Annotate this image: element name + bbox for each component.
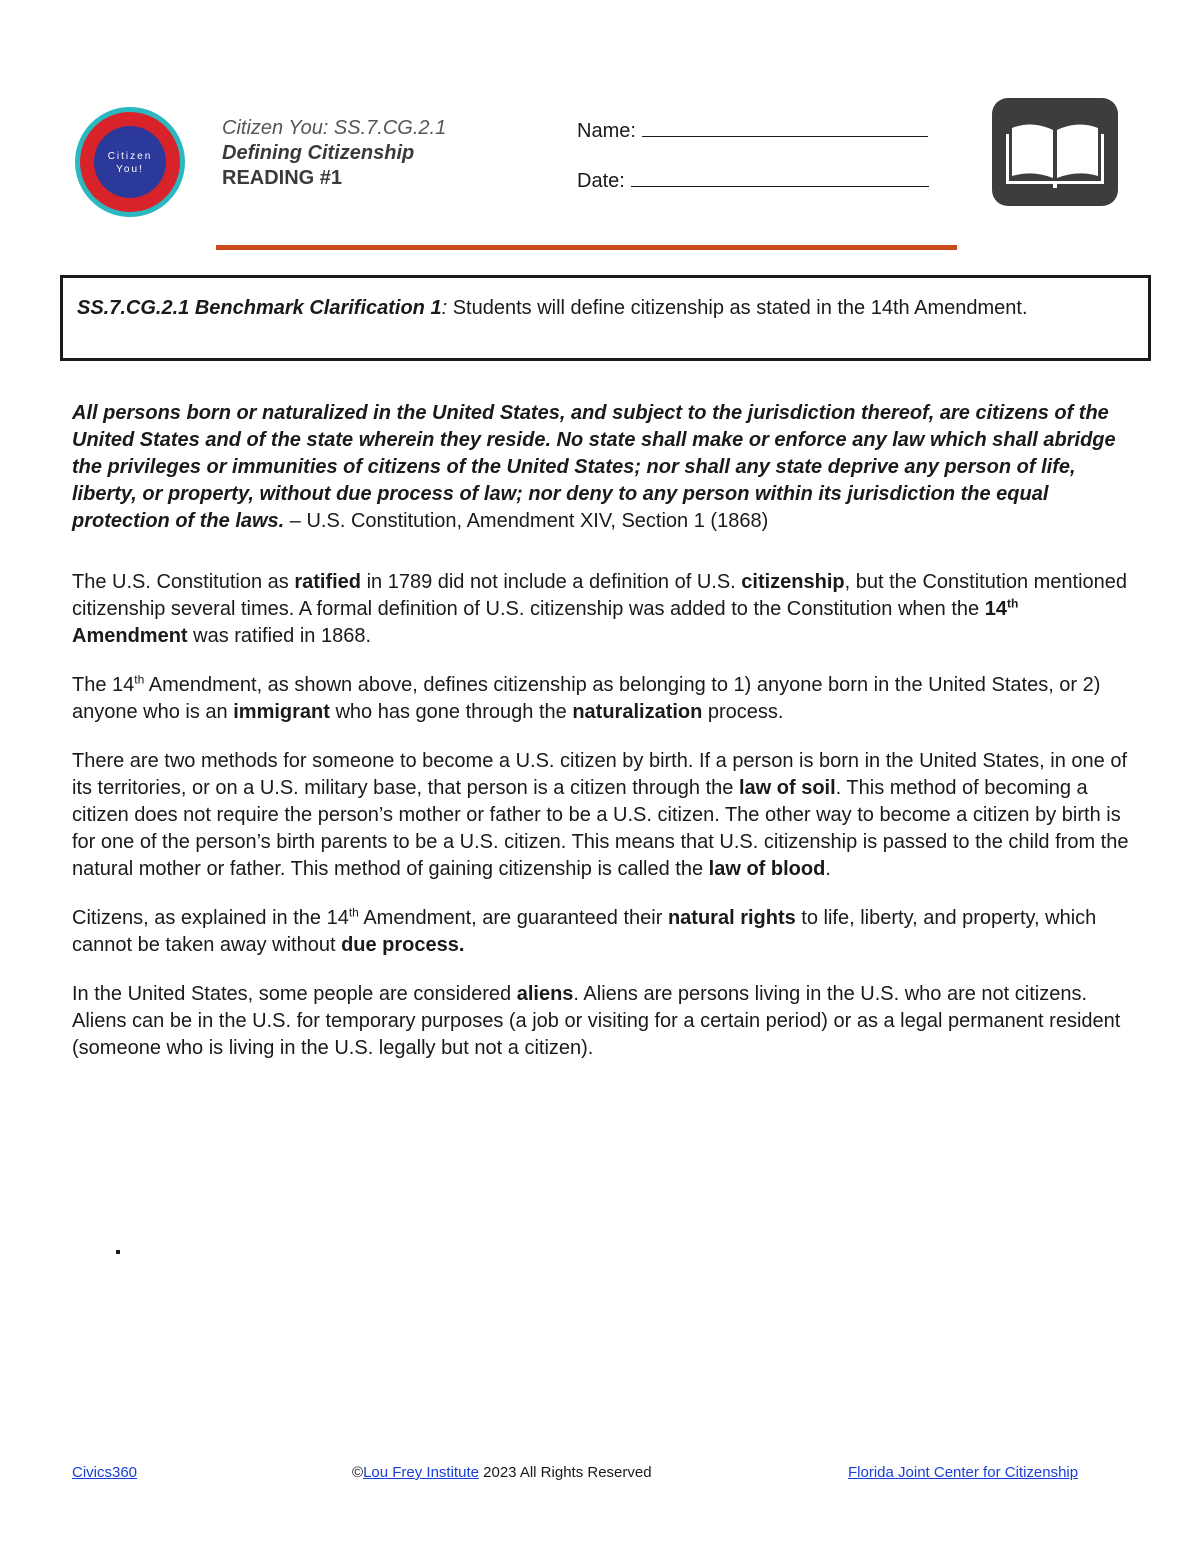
citizen-you-logo	[74, 106, 186, 218]
lesson-title: Defining Citizenship	[222, 142, 415, 164]
benchmark-label: SS.7.CG.2.1 Benchmark Clarification 1	[77, 297, 442, 319]
svg-text:You!: You!	[116, 164, 144, 175]
quote-source: – U.S. Constitution, Amendment XIV, Section 1 (1868)	[284, 510, 769, 532]
date-field[interactable]	[577, 170, 929, 193]
date-label: Date:	[577, 170, 625, 192]
benchmark-box	[60, 275, 1151, 361]
footer-right	[848, 1464, 1078, 1481]
header-divider	[216, 245, 957, 250]
benchmark-text: SS.7.CG.2.1 Benchmark Clarification 1: Students will define citizenship as stated in the 14th Amendment.	[77, 297, 1028, 319]
stray-dot	[116, 1250, 120, 1254]
paragraph-ratified: The U.S. Constitution as ratified in 1789 did not include a definition of U.S. citizenship, but the Constitution mentioned citizenship several times. A formal definition of U.S. citizenship was added to the Constitution when the 14th Amendment was ratified in 1868.	[72, 571, 1128, 647]
paragraph-aliens: In the United States, some people are considered aliens. Aliens are persons living in the U.S. who are not citizens. Aliens can be in the U.S. for temporary purposes (a job or visiting for a certain period) or as a legal permanent resident (someone who is living in the U.S. legally but not a citizen).	[72, 983, 1121, 1059]
reading-body	[72, 400, 1132, 1084]
reading-label: READING #1	[222, 167, 343, 189]
paragraph-14th-amendment: The 14th Amendment, as shown above, defines citizenship as belonging to 1) anyone born in the United States, or 2) anyone who is an immigrant who has gone through the naturalization process.	[72, 672, 1101, 723]
header-titles	[222, 116, 446, 191]
open-book-icon	[990, 98, 1120, 208]
course-code: Citizen You: SS.7.CG.2.1	[222, 117, 447, 139]
name-field[interactable]	[577, 120, 928, 143]
paragraph-natural-rights: Citizens, as explained in the 14th Amendment, are guaranteed their natural rights to life, liberty, and property, which cannot be taken away without due process.	[72, 905, 1097, 956]
fjcc-link[interactable]: Florida Joint Center for Citizenship	[848, 1464, 1079, 1481]
name-blank-line[interactable]	[642, 120, 928, 137]
date-blank-line[interactable]	[631, 170, 929, 187]
civics360-link[interactable]: Civics360	[72, 1464, 138, 1481]
paragraph-citizen-by-birth: There are two methods for someone to become a U.S. citizen by birth. If a person is born in the United States, in one of its territories, or on a U.S. military base, that person is a citizen through the law of soil. This method of becoming a citizen does not require the person’s mother or father to be a U.S. citizen. The other way to become a citizen by birth is for one of the person’s birth parents to be a U.S. citizen. This means that U.S. citizenship is passed to the child from the natural mother or father. This method of gaining citizenship is called the law of blood.	[72, 750, 1129, 880]
footer-center: ©Lou Frey Institute 2023 All Rights Reserved	[352, 1464, 652, 1481]
svg-text:Citizen: Citizen	[107, 151, 153, 162]
name-label: Name:	[577, 120, 636, 142]
amendment-quote: All persons born or naturalized in the United States, and subject to the jurisdiction thereof, are citizens of the United States and of the state wherein they reside. No state shall make or enforce any law which shall abridge the privileges or immunities of citizens of the United States; nor shall any state deprive any person of life, liberty, or property, without due process of law; nor deny to any person within its jurisdiction the equal protection of the laws. – U.S. Constitution, Amendment XIV, Section 1 (1868)	[72, 402, 1116, 532]
lou-frey-institute-link[interactable]: Lou Frey Institute	[363, 1464, 479, 1481]
footer-left	[72, 1464, 137, 1481]
